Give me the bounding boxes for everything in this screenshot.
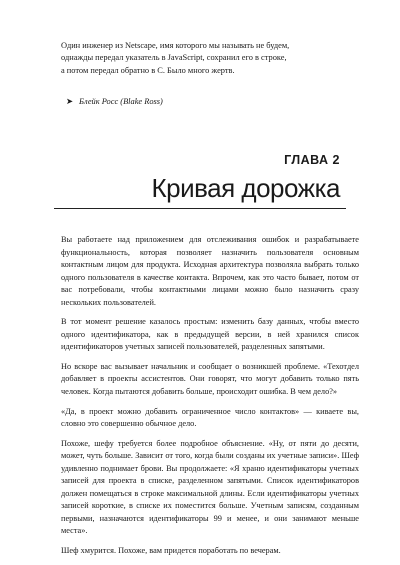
- paragraph: Шеф хмурится. Похоже, вам придется поработать по вечерам.: [61, 546, 281, 556]
- paragraph: Но вскоре вас вызывает начальник и сообщает о возникшей проблеме. «Техотдел добавляет в проекты ассистентов. Они говорят, что могут добавить только пять человек. Когда пытаются добавить больше, происходит ошибка. В чем дело?»: [61, 361, 359, 397]
- epigraph-line: Один инженер из Netscape, имя которого мы называть не будем,: [61, 41, 290, 50]
- paragraph: В тот момент решение казалось простым: изменить базу данных, чтобы вместо одного идентификатора, как в предыдущей версии, в ней хранился список идентификаторов учетных записей пользователей, разделенных запятыми.: [61, 317, 359, 352]
- body-text: [61, 234, 359, 565]
- paragraph: «Да, в проект можно добавить ограниченное число контактов» — киваете вы, словно это совершенно обычное дело.: [61, 406, 359, 429]
- arrow-icon: ➤: [66, 97, 74, 106]
- paragraph: Вы работаете над приложением для отслеживания ошибок и разрабатываете функциональность, которая позволяет назначить пользователя основным контактным лицом для продукта. Исходная архитектура позволяла выбрать только одного пользователя в качестве контакта. Впрочем, как это часто бывает, потом от вас потребовали, чтобы контактными лицами можно было назначить сразу нескольких пользователей.: [61, 235, 359, 307]
- epigraph-attribution: [66, 96, 366, 108]
- attribution-text: Блейк Росс (Blake Ross): [79, 97, 163, 106]
- epigraph-line: однажды передал указатель в JavaScript, сохранил его в строке,: [61, 53, 287, 63]
- epigraph: [61, 40, 367, 77]
- chapter-title: Кривая дорожка: [151, 173, 340, 203]
- title-rule: [54, 208, 346, 209]
- paragraph: Похоже, шефу требуется более подробное объяснение. «Ну, от пяти до десяти, может, чуть больше. Зависит от того, когда были созданы их учетные записи». Шеф удивленно поднимает брови. Вы продолжаете: «Я храню идентификаторы учетных записей для проекта в списке, разделенном запятыми. Список идентификаторов должен помещаться в строке максимальной длины. Если идентификаторы учетных записей короткие, в списке их поместится больше. Учетным записям, созданным первыми, назначаются идентификаторы 99 и менее, и они занимают меньше места».: [61, 438, 359, 536]
- chapter-label: ГЛАВА 2: [284, 153, 340, 167]
- epigraph-line: а потом передал обратно в С. Было много жертв.: [61, 65, 235, 75]
